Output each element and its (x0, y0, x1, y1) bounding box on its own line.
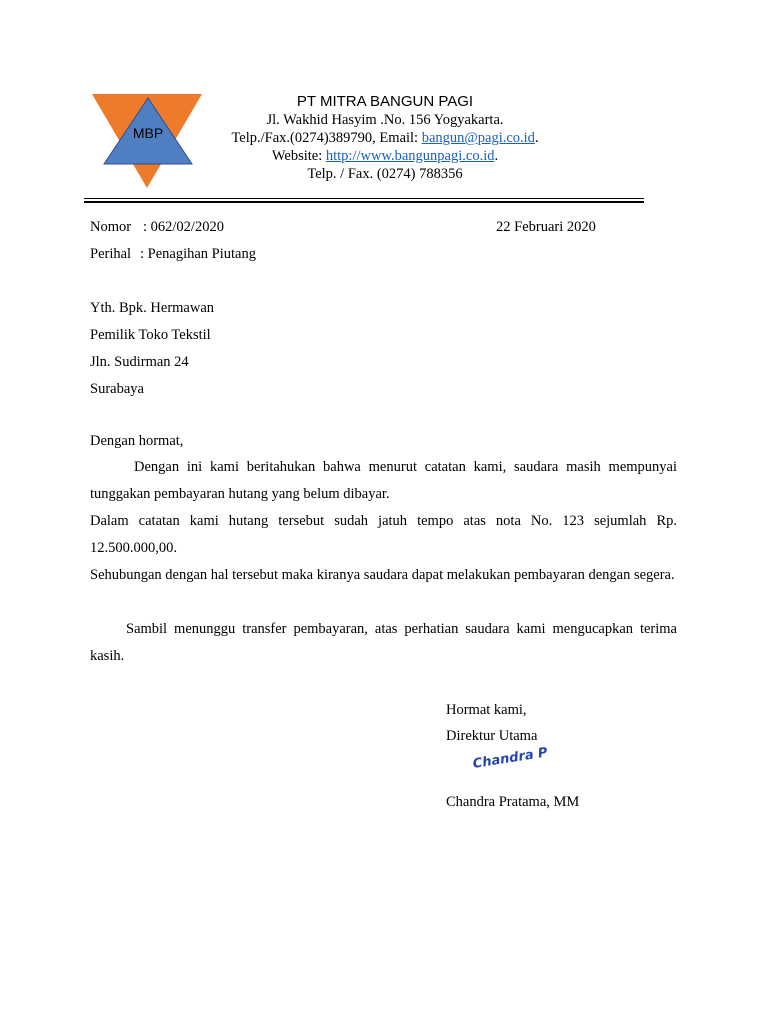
website-label: Website: (271, 148, 326, 164)
nomor-label: Nomor (90, 219, 132, 235)
signer-name: Chandra Pratama, MM (446, 794, 580, 810)
phone-fax-text: Telp./Fax.(0274)389790, Email: (231, 130, 422, 146)
closing-salutation: Hormat kami, (446, 702, 527, 718)
perihal-value: : Penagihan Piutang (140, 246, 256, 262)
website-link[interactable]: http://www.bangunpagi.co.id (325, 148, 495, 164)
body-paragraph-3: Sehubungan dengan hal tersebut maka kiranya saudara dapat melakukan pembayaran dengan segera. (90, 567, 675, 583)
greeting: Dengan hormat, (90, 433, 184, 449)
signer-title: Direktur Utama (446, 728, 538, 744)
recipient-name: Yth. Bpk. Hermawan (90, 300, 215, 316)
letter-date: 22 Februari 2020 (496, 219, 596, 235)
company-address: Jl. Wakhid Hasyim .No. 156 Yogyakarta. (266, 112, 504, 128)
logo-text: MBP (132, 125, 164, 141)
company-website (190, 148, 580, 165)
body-paragraph-1: Dengan ini kami beritahukan bahwa menurut catatan kami, saudara masih mempunyai tunggakan pembayaran hutang yang belum dibayar. (90, 459, 677, 502)
handwritten-signature: Chandra P (471, 745, 549, 772)
company-phone2: Telp. / Fax. (0274) 788356 (307, 166, 463, 182)
recipient-street: Jln. Sudirman 24 (90, 354, 189, 370)
email-link[interactable]: bangun@pagi.co.id (421, 130, 535, 146)
website-suffix: . (494, 148, 499, 164)
perihal-label: Perihal (90, 246, 132, 262)
recipient-city: Surabaya (90, 381, 144, 397)
body-paragraph-4: Sambil menunggu transfer pembayaran, atas perhatian saudara kami mengucapkan terima kasih. (90, 621, 677, 664)
email-suffix: . (534, 130, 539, 146)
company-phone-email (190, 130, 580, 147)
recipient-title: Pemilik Toko Tekstil (90, 327, 211, 343)
company-name: PT MITRA BANGUN PAGI (296, 93, 474, 110)
nomor-value: : 062/02/2020 (143, 219, 224, 235)
body-paragraph-2: Dalam catatan kami hutang tersebut sudah jatuh tempo atas nota No. 123 sejumlah Rp. 12.500.000,00. (90, 513, 677, 556)
company-logo (92, 94, 204, 190)
letterhead-divider-thin (84, 198, 644, 199)
letterhead-divider-thick (84, 201, 644, 203)
